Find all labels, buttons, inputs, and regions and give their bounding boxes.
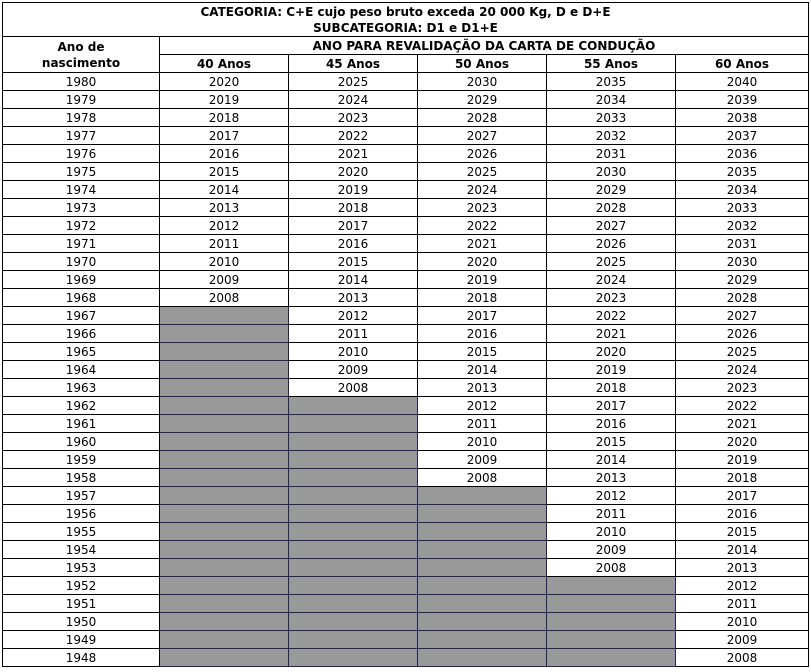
revalidation-year-cell: 2018 <box>160 109 289 127</box>
revalidation-year-cell: 2012 <box>676 577 809 595</box>
revalidation-table <box>2 2 809 667</box>
revalidation-year-cell: 2015 <box>547 433 676 451</box>
revalidation-year-cell: 2025 <box>547 253 676 271</box>
revalidation-year-cell: 2010 <box>547 523 676 541</box>
revalidation-year-cell: 2033 <box>676 199 809 217</box>
birth-year-cell: 1973 <box>3 199 160 217</box>
revalidation-year-cell: 2021 <box>547 325 676 343</box>
birth-year-cell: 1959 <box>3 451 160 469</box>
revalidation-year-cell: 2017 <box>289 217 418 235</box>
table-row <box>3 613 809 631</box>
shaded-empty-cell <box>160 613 289 631</box>
table-row <box>3 523 809 541</box>
subcategory-title: SUBCATEGORIA: D1 e D1+E <box>313 20 498 35</box>
revalidation-year-cell: 2017 <box>418 307 547 325</box>
birth-year-cell: 1957 <box>3 487 160 505</box>
table-row <box>3 253 809 271</box>
table-row <box>3 487 809 505</box>
revalidation-year-cell: 2020 <box>289 163 418 181</box>
revalidation-year-cell: 2027 <box>418 127 547 145</box>
revalidation-year-cell: 2023 <box>676 379 809 397</box>
shaded-empty-cell <box>418 541 547 559</box>
revalidation-year-cell: 2008 <box>547 559 676 577</box>
table-row <box>3 145 809 163</box>
table-row <box>3 595 809 613</box>
shaded-empty-cell <box>289 487 418 505</box>
revalidation-year-cell: 2018 <box>289 199 418 217</box>
table-row <box>3 541 809 559</box>
shaded-empty-cell <box>547 595 676 613</box>
table-row <box>3 73 809 91</box>
revalidation-year-cell: 2015 <box>160 163 289 181</box>
birth-year-cell: 1951 <box>3 595 160 613</box>
revalidation-year-cell: 2013 <box>160 199 289 217</box>
table-row <box>3 307 809 325</box>
shaded-empty-cell <box>418 631 547 649</box>
revalidation-group-header: ANO PARA REVALIDAÇÃO DA CARTA DE CONDUÇÃO <box>160 37 809 55</box>
revalidation-year-cell: 2017 <box>160 127 289 145</box>
revalidation-year-cell: 2019 <box>160 91 289 109</box>
table-row <box>3 343 809 361</box>
birth-year-cell: 1968 <box>3 289 160 307</box>
shaded-empty-cell <box>418 487 547 505</box>
revalidation-year-cell: 2038 <box>676 109 809 127</box>
table-row <box>3 127 809 145</box>
birth-year-cell: 1952 <box>3 577 160 595</box>
shaded-empty-cell <box>418 595 547 613</box>
revalidation-year-cell: 2031 <box>547 145 676 163</box>
revalidation-year-cell: 2010 <box>289 343 418 361</box>
revalidation-year-cell: 2035 <box>547 73 676 91</box>
table-row <box>3 163 809 181</box>
revalidation-year-cell: 2034 <box>547 91 676 109</box>
birth-year-cell: 1976 <box>3 145 160 163</box>
revalidation-year-cell: 2014 <box>676 541 809 559</box>
birth-year-cell: 1966 <box>3 325 160 343</box>
table-row <box>3 91 809 109</box>
revalidation-year-cell: 2020 <box>418 253 547 271</box>
revalidation-year-cell: 2018 <box>676 469 809 487</box>
revalidation-year-cell: 2012 <box>160 217 289 235</box>
shaded-empty-cell <box>160 487 289 505</box>
age-header-45: 45 Anos <box>289 55 418 73</box>
revalidation-year-cell: 2029 <box>547 181 676 199</box>
birth-year-cell: 1965 <box>3 343 160 361</box>
shaded-empty-cell <box>289 523 418 541</box>
revalidation-year-cell: 2024 <box>289 91 418 109</box>
birth-year-header <box>3 37 160 73</box>
shaded-empty-cell <box>418 505 547 523</box>
birth-year-cell: 1972 <box>3 217 160 235</box>
revalidation-year-cell: 2023 <box>418 199 547 217</box>
revalidation-year-cell: 2015 <box>289 253 418 271</box>
revalidation-year-cell: 2023 <box>547 289 676 307</box>
revalidation-year-cell: 2024 <box>547 271 676 289</box>
revalidation-year-cell: 2022 <box>676 397 809 415</box>
shaded-empty-cell <box>289 631 418 649</box>
revalidation-year-cell: 2014 <box>547 451 676 469</box>
table-title <box>3 3 809 37</box>
revalidation-year-cell: 2019 <box>289 181 418 199</box>
revalidation-year-cell: 2017 <box>676 487 809 505</box>
revalidation-year-cell: 2027 <box>547 217 676 235</box>
shaded-empty-cell <box>160 379 289 397</box>
birth-year-header-line1: Ano de <box>57 39 105 54</box>
revalidation-year-cell: 2008 <box>676 649 809 667</box>
revalidation-year-cell: 2025 <box>676 343 809 361</box>
revalidation-year-cell: 2026 <box>547 235 676 253</box>
birth-year-cell: 1974 <box>3 181 160 199</box>
shaded-empty-cell <box>418 577 547 595</box>
birth-year-cell: 1980 <box>3 73 160 91</box>
revalidation-year-cell: 2021 <box>676 415 809 433</box>
revalidation-year-cell: 2016 <box>289 235 418 253</box>
shaded-empty-cell <box>160 631 289 649</box>
birth-year-cell: 1956 <box>3 505 160 523</box>
shaded-empty-cell <box>289 433 418 451</box>
birth-year-cell: 1955 <box>3 523 160 541</box>
shaded-empty-cell <box>160 343 289 361</box>
shaded-empty-cell <box>160 307 289 325</box>
revalidation-year-cell: 2027 <box>676 307 809 325</box>
table-row <box>3 577 809 595</box>
table-row <box>3 271 809 289</box>
revalidation-year-cell: 2040 <box>676 73 809 91</box>
revalidation-year-cell: 2029 <box>418 91 547 109</box>
revalidation-year-cell: 2032 <box>676 217 809 235</box>
revalidation-year-cell: 2028 <box>547 199 676 217</box>
revalidation-year-cell: 2037 <box>676 127 809 145</box>
revalidation-year-cell: 2025 <box>418 163 547 181</box>
table-row <box>3 397 809 415</box>
revalidation-year-cell: 2020 <box>160 73 289 91</box>
revalidation-year-cell: 2008 <box>160 289 289 307</box>
birth-year-cell: 1954 <box>3 541 160 559</box>
table-body <box>3 73 809 667</box>
shaded-empty-cell <box>289 415 418 433</box>
shaded-empty-cell <box>160 325 289 343</box>
shaded-empty-cell <box>160 433 289 451</box>
revalidation-year-cell: 2011 <box>418 415 547 433</box>
table-row <box>3 289 809 307</box>
age-header-55: 55 Anos <box>547 55 676 73</box>
shaded-empty-cell <box>160 361 289 379</box>
shaded-empty-cell <box>418 523 547 541</box>
shaded-empty-cell <box>160 595 289 613</box>
table-row <box>3 235 809 253</box>
revalidation-year-cell: 2030 <box>676 253 809 271</box>
shaded-empty-cell <box>547 649 676 667</box>
revalidation-year-cell: 2026 <box>676 325 809 343</box>
revalidation-year-cell: 2032 <box>547 127 676 145</box>
table-row <box>3 415 809 433</box>
birth-year-cell: 1971 <box>3 235 160 253</box>
revalidation-year-cell: 2011 <box>289 325 418 343</box>
revalidation-year-cell: 2009 <box>676 631 809 649</box>
revalidation-year-cell: 2028 <box>418 109 547 127</box>
shaded-empty-cell <box>289 505 418 523</box>
table-row <box>3 505 809 523</box>
table-row <box>3 361 809 379</box>
table-row <box>3 469 809 487</box>
birth-year-cell: 1949 <box>3 631 160 649</box>
revalidation-year-cell: 2036 <box>676 145 809 163</box>
revalidation-year-cell: 2019 <box>547 361 676 379</box>
shaded-empty-cell <box>289 451 418 469</box>
table-row <box>3 433 809 451</box>
title-row <box>3 3 809 37</box>
birth-year-cell: 1977 <box>3 127 160 145</box>
revalidation-year-cell: 2011 <box>160 235 289 253</box>
shaded-empty-cell <box>289 469 418 487</box>
shaded-empty-cell <box>418 649 547 667</box>
age-header-40: 40 Anos <box>160 55 289 73</box>
revalidation-year-cell: 2015 <box>418 343 547 361</box>
shaded-empty-cell <box>418 613 547 631</box>
revalidation-year-cell: 2015 <box>676 523 809 541</box>
shaded-empty-cell <box>289 559 418 577</box>
category-title: CATEGORIA: C+E cujo peso bruto exceda 20 000 Kg, D e D+E <box>200 4 611 19</box>
shaded-empty-cell <box>160 523 289 541</box>
birth-year-cell: 1963 <box>3 379 160 397</box>
shaded-empty-cell <box>289 595 418 613</box>
revalidation-year-cell: 2018 <box>418 289 547 307</box>
birth-year-cell: 1978 <box>3 109 160 127</box>
revalidation-year-cell: 2019 <box>418 271 547 289</box>
birth-year-cell: 1969 <box>3 271 160 289</box>
revalidation-year-cell: 2028 <box>676 289 809 307</box>
revalidation-year-cell: 2016 <box>418 325 547 343</box>
shaded-empty-cell <box>160 577 289 595</box>
revalidation-year-cell: 2022 <box>547 307 676 325</box>
revalidation-year-cell: 2009 <box>547 541 676 559</box>
revalidation-year-cell: 2017 <box>547 397 676 415</box>
table-row <box>3 631 809 649</box>
revalidation-year-cell: 2035 <box>676 163 809 181</box>
shaded-empty-cell <box>160 415 289 433</box>
revalidation-year-cell: 2012 <box>289 307 418 325</box>
revalidation-year-cell: 2011 <box>676 595 809 613</box>
revalidation-year-cell: 2016 <box>547 415 676 433</box>
birth-year-cell: 1970 <box>3 253 160 271</box>
birth-year-cell: 1975 <box>3 163 160 181</box>
table-row <box>3 181 809 199</box>
revalidation-year-cell: 2022 <box>289 127 418 145</box>
shaded-empty-cell <box>160 505 289 523</box>
revalidation-year-cell: 2013 <box>676 559 809 577</box>
revalidation-year-cell: 2010 <box>676 613 809 631</box>
shaded-empty-cell <box>160 397 289 415</box>
shaded-empty-cell <box>160 469 289 487</box>
revalidation-year-cell: 2016 <box>160 145 289 163</box>
birth-year-cell: 1960 <box>3 433 160 451</box>
birth-year-header-line2: nascimento <box>41 55 121 70</box>
revalidation-year-cell: 2034 <box>676 181 809 199</box>
shaded-empty-cell <box>289 577 418 595</box>
age-header-60: 60 Anos <box>676 55 809 73</box>
table-row <box>3 325 809 343</box>
revalidation-year-cell: 2014 <box>418 361 547 379</box>
revalidation-year-cell: 2012 <box>418 397 547 415</box>
revalidation-year-cell: 2013 <box>418 379 547 397</box>
shaded-empty-cell <box>418 559 547 577</box>
table-row <box>3 451 809 469</box>
birth-year-cell: 1950 <box>3 613 160 631</box>
shaded-empty-cell <box>289 649 418 667</box>
revalidation-year-cell: 2014 <box>289 271 418 289</box>
revalidation-year-cell: 2009 <box>160 271 289 289</box>
revalidation-year-cell: 2010 <box>160 253 289 271</box>
revalidation-year-cell: 2019 <box>676 451 809 469</box>
birth-year-cell: 1979 <box>3 91 160 109</box>
shaded-empty-cell <box>160 649 289 667</box>
revalidation-year-cell: 2009 <box>289 361 418 379</box>
table-row <box>3 379 809 397</box>
table-row <box>3 199 809 217</box>
birth-year-cell: 1962 <box>3 397 160 415</box>
birth-year-cell: 1961 <box>3 415 160 433</box>
table-row <box>3 649 809 667</box>
revalidation-year-cell: 2013 <box>289 289 418 307</box>
revalidation-year-cell: 2022 <box>418 217 547 235</box>
birth-year-cell: 1958 <box>3 469 160 487</box>
birth-year-cell: 1953 <box>3 559 160 577</box>
revalidation-year-cell: 2011 <box>547 505 676 523</box>
revalidation-year-cell: 2025 <box>289 73 418 91</box>
revalidation-year-cell: 2010 <box>418 433 547 451</box>
birth-year-cell: 1964 <box>3 361 160 379</box>
revalidation-year-cell: 2039 <box>676 91 809 109</box>
revalidation-year-cell: 2008 <box>418 469 547 487</box>
shaded-empty-cell <box>160 541 289 559</box>
table-row <box>3 559 809 577</box>
revalidation-year-cell: 2024 <box>418 181 547 199</box>
age-header-50: 50 Anos <box>418 55 547 73</box>
revalidation-year-cell: 2013 <box>547 469 676 487</box>
revalidation-year-cell: 2014 <box>160 181 289 199</box>
revalidation-year-cell: 2021 <box>289 145 418 163</box>
birth-year-cell: 1967 <box>3 307 160 325</box>
revalidation-year-cell: 2030 <box>547 163 676 181</box>
revalidation-year-cell: 2024 <box>676 361 809 379</box>
shaded-empty-cell <box>160 559 289 577</box>
birth-year-cell: 1948 <box>3 649 160 667</box>
shaded-empty-cell <box>289 397 418 415</box>
group-header-row <box>3 37 809 55</box>
shaded-empty-cell <box>547 577 676 595</box>
shaded-empty-cell <box>289 613 418 631</box>
shaded-empty-cell <box>289 541 418 559</box>
shaded-empty-cell <box>160 451 289 469</box>
revalidation-year-cell: 2026 <box>418 145 547 163</box>
revalidation-year-cell: 2031 <box>676 235 809 253</box>
table-row <box>3 217 809 235</box>
revalidation-year-cell: 2012 <box>547 487 676 505</box>
revalidation-year-cell: 2020 <box>547 343 676 361</box>
revalidation-year-cell: 2008 <box>289 379 418 397</box>
revalidation-year-cell: 2018 <box>547 379 676 397</box>
table-row <box>3 109 809 127</box>
revalidation-year-cell: 2030 <box>418 73 547 91</box>
revalidation-year-cell: 2029 <box>676 271 809 289</box>
revalidation-year-cell: 2020 <box>676 433 809 451</box>
revalidation-year-cell: 2016 <box>676 505 809 523</box>
revalidation-year-cell: 2023 <box>289 109 418 127</box>
revalidation-year-cell: 2021 <box>418 235 547 253</box>
revalidation-year-cell: 2009 <box>418 451 547 469</box>
table-head <box>3 3 809 73</box>
shaded-empty-cell <box>547 613 676 631</box>
revalidation-year-cell: 2033 <box>547 109 676 127</box>
shaded-empty-cell <box>547 631 676 649</box>
